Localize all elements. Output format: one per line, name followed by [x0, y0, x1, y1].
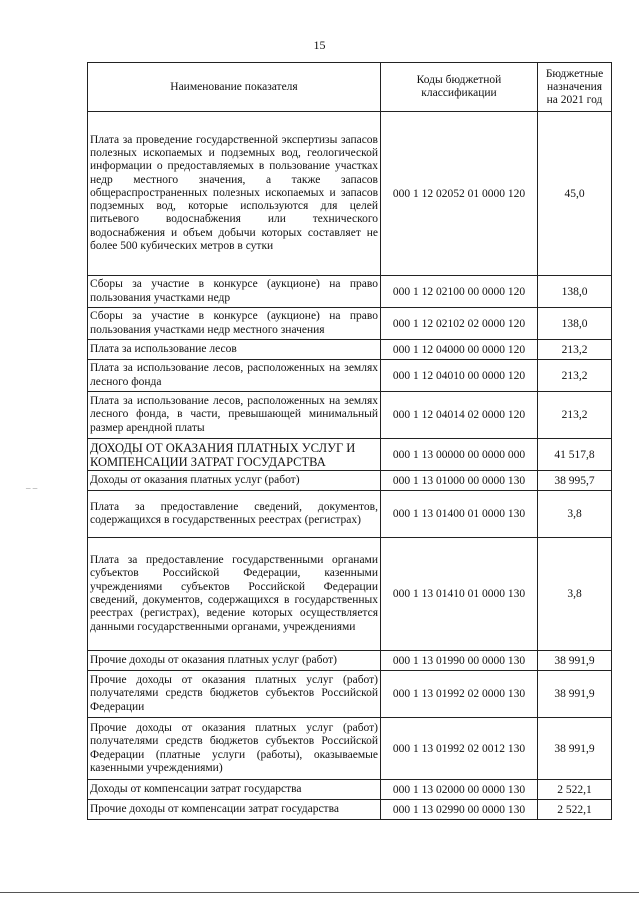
row-code-cell: 000 1 12 02102 02 0000 120 — [381, 308, 538, 340]
row-name-cell: Плата за предоставление сведений, документов, содержащихся в государственных реестрах (регистрах) — [88, 491, 381, 538]
table-row — [88, 491, 612, 538]
row-code-cell: 000 1 13 01990 00 0000 130 — [381, 651, 538, 671]
row-code-cell: 000 1 13 01410 01 0000 130 — [381, 538, 538, 651]
table-row — [88, 800, 612, 820]
margin-mark: – – — [26, 483, 38, 493]
row-amount-cell: 3,8 — [538, 538, 612, 651]
row-amount-cell: 138,0 — [538, 308, 612, 340]
row-code-cell: 000 1 13 01000 00 0000 130 — [381, 471, 538, 491]
row-name-cell: Плата за использование лесов, расположенных на землях лесного фонда — [88, 360, 381, 392]
row-code-cell: 000 1 12 04010 00 0000 120 — [381, 360, 538, 392]
row-name-cell: Плата за использование лесов — [88, 340, 381, 360]
table-row — [88, 718, 612, 780]
table-row — [88, 439, 612, 471]
row-amount-cell: 213,2 — [538, 360, 612, 392]
header-code: Коды бюджетной классификации — [381, 63, 538, 112]
row-name-cell: Прочие доходы от оказания платных услуг (работ) получателями средств бюджетов субъектов Российской Федерации (платные услуги (работы), оказываемые казенными учреждениями) — [88, 718, 381, 780]
row-name-cell: Плата за проведение государственной экспертизы запасов полезных ископаемых и подземных вод, геологической информации о предоставляемых в пользование участках недр местного значения, а также запасов общераспространенных полезных ископаемых и запасов подземных вод, которые используются для целей питьевого водоснабжения или технического водоснабжения и объем добычи которых составляет не более 500 кубических метров в сутки — [88, 112, 381, 276]
table-row — [88, 276, 612, 308]
page-bottom-rule — [0, 892, 639, 893]
row-amount-cell: 38 991,9 — [538, 671, 612, 718]
row-code-cell: 000 1 13 01992 02 0012 130 — [381, 718, 538, 780]
row-amount-cell: 2 522,1 — [538, 800, 612, 820]
row-amount-cell: 45,0 — [538, 112, 612, 276]
row-amount-cell: 3,8 — [538, 491, 612, 538]
row-amount-cell: 138,0 — [538, 276, 612, 308]
budget-table — [87, 62, 612, 820]
row-name-cell: Прочие доходы от компенсации затрат государства — [88, 800, 381, 820]
row-name-cell: Доходы от оказания платных услуг (работ) — [88, 471, 381, 491]
table-row — [88, 340, 612, 360]
table-row — [88, 471, 612, 491]
row-name-cell: Прочие доходы от оказания платных услуг (работ) получателями средств бюджетов субъектов Российской Федерации — [88, 671, 381, 718]
page-number: 15 — [313, 38, 326, 52]
row-amount-cell: 213,2 — [538, 340, 612, 360]
row-code-cell: 000 1 12 02100 00 0000 120 — [381, 276, 538, 308]
table-header-row — [88, 63, 612, 112]
row-code-cell: 000 1 12 04014 02 0000 120 — [381, 392, 538, 439]
table-row — [88, 392, 612, 439]
row-name-cell: Прочие доходы от оказания платных услуг (работ) — [88, 651, 381, 671]
row-code-cell: 000 1 13 01992 02 0000 130 — [381, 671, 538, 718]
row-name-cell: Плата за предоставление государственными органами субъектов Российской Федерации, казенными учреждениями субъектов Российской Федерации сведений, документов, содержащихся в государственных реестрах (регистрах), ведение которых осуществляется данными государственными органами, учреждениями — [88, 538, 381, 651]
row-amount-cell: 2 522,1 — [538, 780, 612, 800]
row-code-cell: 000 1 13 01400 01 0000 130 — [381, 491, 538, 538]
header-amount: Бюджетные назначения на 2021 год — [538, 63, 612, 112]
table-row — [88, 538, 612, 651]
table-row — [88, 360, 612, 392]
table-body — [88, 112, 612, 820]
row-name-cell: ДОХОДЫ ОТ ОКАЗАНИЯ ПЛАТНЫХ УСЛУГ И КОМПЕНСАЦИИ ЗАТРАТ ГОСУДАРСТВА — [88, 439, 381, 471]
row-amount-cell: 38 991,9 — [538, 651, 612, 671]
row-code-cell: 000 1 13 02990 00 0000 130 — [381, 800, 538, 820]
row-name-cell: Доходы от компенсации затрат государства — [88, 780, 381, 800]
row-name-cell: Сборы за участие в конкурсе (аукционе) на право пользования участками недр местного значения — [88, 308, 381, 340]
row-name-cell: Плата за использование лесов, расположенных на землях лесного фонда, в части, превышающей минимальный размер арендной платы — [88, 392, 381, 439]
row-code-cell: 000 1 13 02000 00 0000 130 — [381, 780, 538, 800]
row-code-cell: 000 1 12 02052 01 0000 120 — [381, 112, 538, 276]
table-row — [88, 308, 612, 340]
row-code-cell: 000 1 13 00000 00 0000 000 — [381, 439, 538, 471]
table-row — [88, 112, 612, 276]
table-row — [88, 780, 612, 800]
row-amount-cell: 41 517,8 — [538, 439, 612, 471]
header-name: Наименование показателя — [88, 63, 381, 112]
row-amount-cell: 38 995,7 — [538, 471, 612, 491]
row-name-cell: Сборы за участие в конкурсе (аукционе) на право пользования участками недр — [88, 276, 381, 308]
row-code-cell: 000 1 12 04000 00 0000 120 — [381, 340, 538, 360]
row-amount-cell: 213,2 — [538, 392, 612, 439]
table-row — [88, 651, 612, 671]
table-row — [88, 671, 612, 718]
row-amount-cell: 38 991,9 — [538, 718, 612, 780]
